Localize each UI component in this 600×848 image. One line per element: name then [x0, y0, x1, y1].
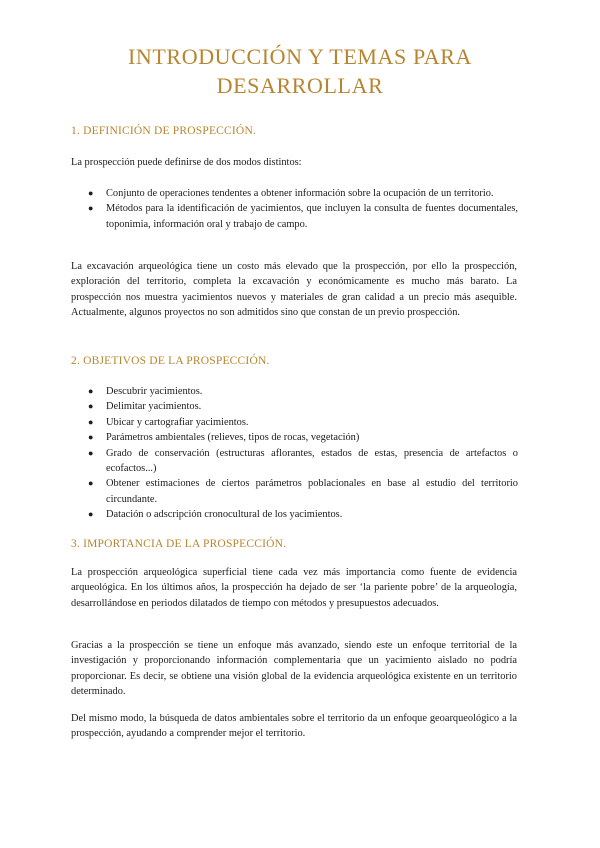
- section-heading-importancia: 3. IMPORTANCIA DE LA PROSPECCIÓN.: [71, 538, 287, 550]
- bullet-list-objetivos: [88, 384, 518, 523]
- bullet-icon: ●: [88, 478, 94, 489]
- list-item: ● Descubrir yacimientos.: [88, 384, 518, 399]
- bullet-list-definicion: [88, 186, 518, 232]
- list-item: ● Métodos para la identificación de yacimientos, que incluyen la consulta de fuentes documentales, toponimia, información oral y trabajo de campo.: [88, 203, 518, 230]
- bullet-icon: ●: [88, 509, 94, 520]
- list-item: ● Delimitar yacimientos.: [88, 399, 518, 414]
- section-heading-objetivos: 2. OBJETIVOS DE LA PROSPECCIÓN.: [71, 355, 270, 367]
- bullet-icon: ●: [88, 188, 94, 198]
- section-intro: La prospección puede definirse de dos modos distintos:: [71, 157, 302, 168]
- list-item: ● Grado de conservación (estructuras aflorantes, estados de estas, presencia de artefactos o ecofactos...): [88, 447, 518, 475]
- bullet-icon: ●: [88, 401, 94, 412]
- bullet-icon: ●: [88, 447, 94, 458]
- paragraph: Del mismo modo, la búsqueda de datos ambientales sobre el territorio da un enfoque geoarqueológico a la prospección, ayudando a comprender mejor el territorio.: [71, 713, 517, 740]
- list-item: ● Datación o adscripción cronocultural de los yacimientos.: [88, 507, 518, 522]
- paragraph: Gracias a la prospección se tiene un enfoque más avanzado, siendo este un enfoque territorial de la investigación y proporcionando información complementaria que un yacimiento aislado no podría proporcionar. Es decir, se obtiene una visión global de la evidencia arqueológica existente en un territorio determinado.: [71, 640, 517, 698]
- paragraph: La prospección arqueológica superficial tiene cada vez más importancia como fuente de evidencia arqueológica. En los últimos años, la prospección ha dejado de ser ‘la pariente pobre’ de la arqueología, desarrollándose en periodos dilatados de tiempo con métodos y presupuestos adecuados.: [71, 567, 517, 609]
- bullet-icon: ●: [88, 386, 94, 396]
- list-item: ● Obtener estimaciones de ciertos parámetros poblacionales en base al estudio del territorio circundante.: [88, 478, 518, 505]
- bullet-icon: ●: [88, 432, 94, 443]
- paragraph: La excavación arqueológica tiene un costo más elevado que la prospección, por ello la prospección, exploración del territorio, completa la excavación y económicamente es mucho más barato. La prospección nos muestra yacimientos nuevos y materiales de gran calidad a un precio más asequible. Actualmente, algunos proyectos no son admitidos sino que constan de un previo prospección.: [71, 261, 517, 319]
- list-item: ● Ubicar y cartografiar yacimientos.: [88, 415, 518, 430]
- list-item: ● Conjunto de operaciones tendentes a obtener información sobre la ocupación de un territorio.: [88, 186, 518, 201]
- section-heading-definicion: 1. DEFINICIÓN DE PROSPECCIÓN.: [71, 125, 257, 137]
- bullet-icon: ●: [88, 416, 94, 427]
- bullet-icon: ●: [88, 203, 94, 214]
- list-item: ● Parámetros ambientales (relieves, tipos de rocas, vegetación): [88, 430, 518, 445]
- page-title: INTRODUCCIÓN Y TEMAS PARA DESARROLLAR: [127, 44, 473, 98]
